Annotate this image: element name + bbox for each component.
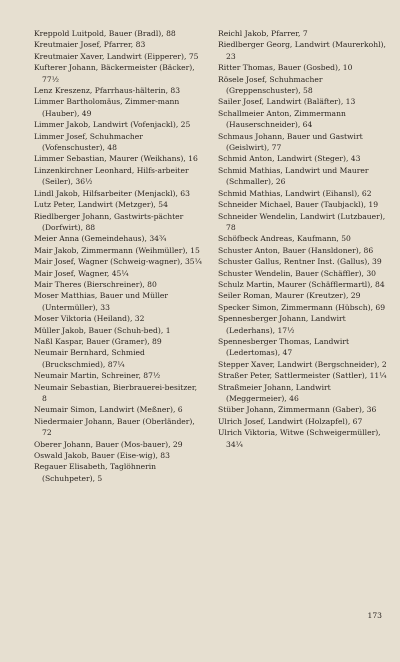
list-item: Schulz Martin, Maurer (Schäfflermartl), 84	[218, 279, 385, 289]
list-item: Limmer Josef, Schuhmacher (Vofenschuster), 48	[34, 131, 143, 153]
list-item: Kreutmaier Josef, Pfarrer, 83	[34, 40, 146, 50]
list-item: Spennesberger Johann, Landwirt (Lederhans), 17½	[218, 314, 346, 335]
list-item: Spennesberger Thomas, Landwirt (Ledertomas), 47	[218, 336, 350, 358]
list-item: Stepper Xaver, Landwirt (Bergschneider), 2	[218, 359, 387, 369]
list-item: Straßer Peter, Sattlermeister (Sattler), 11¼	[218, 371, 387, 381]
list-item: Oberer Johann, Bauer (Mos-bauer), 29	[34, 439, 183, 449]
list-item: Kreutmaier Xaver, Landwirt (Eipperer), 75	[34, 51, 199, 61]
list-item: Moser Viktoria (Heiland), 32	[34, 314, 145, 324]
list-item: Meier Anna (Gemeindehaus), 34¾	[34, 234, 167, 244]
list-item: Linzenkirchner Leonhard, Hilfs-arbeiter (Seiler), 36½	[34, 165, 189, 187]
list-item: Schmid Mathias, Landwirt und Maurer (Schmaller), 26	[218, 165, 369, 187]
list-item: Niedermaier Johann, Bauer (Oberländer), 72	[34, 416, 195, 438]
list-item: Stüber Johann, Zimmermann (Gaber), 36	[218, 405, 377, 415]
list-item: Moser Matthias, Bauer und Müller (Untermüller), 33	[34, 291, 168, 312]
list-item: Kreppold Luitpold, Bauer (Bradl), 88	[34, 29, 176, 38]
list-item: Mair Josef, Wagner (Schweig-wagner), 35¼	[34, 257, 202, 267]
list-item: Rösele Josef, Schuhmacher (Greppenschuster), 58	[218, 74, 323, 96]
list-item: Schmaus Johann, Bauer und Gastwirt (Geislwirt), 77	[218, 131, 363, 153]
list-item: Neumair Bernhard, Schmied (Bruckschmied), 87¼	[34, 348, 145, 369]
list-item: Riedlberger Georg, Landwirt (Maurerkohl), 23	[218, 40, 386, 61]
list-item: Neumair Sebastian, Bierbrauerei-besitzer, 8	[34, 382, 198, 403]
list-item: Schmid Mathias, Landwirt (Eihansl), 62	[218, 188, 372, 198]
list-item: Oswald Jakob, Bauer (Eise-wig), 83	[34, 451, 170, 461]
list-item: Lindl Jakob, Hilfsarbeiter (Menjackl), 63	[34, 188, 190, 198]
list-item: Schuster Anton, Bauer (Hansldoner), 86	[218, 245, 374, 255]
list-item: Schuster Gallus, Rentner Inst. (Gallus), 39	[218, 257, 382, 267]
list-item: Mair Theres (Bierschreiner), 80	[34, 279, 157, 289]
list-item: Schuster Wendelin, Bauer (Schäffler), 30	[218, 268, 376, 278]
list-item: Mair Josef, Wagner, 45¼	[34, 268, 129, 278]
page-number: 173	[367, 611, 382, 620]
list-item: Limmer Sebastian, Maurer (Weikhans), 16	[34, 154, 198, 164]
list-item: Sailer Josef, Landwirt (Baläfter), 13	[218, 97, 356, 107]
list-item: Seiler Roman, Maurer (Kreutzer), 29	[218, 291, 361, 301]
list-item: Müller Jakob, Bauer (Schuh-bed), 1	[34, 325, 171, 335]
list-item: Ulrich Josef, Landwirt (Holzapfel), 67	[218, 416, 363, 426]
list-item: Schneider Michael, Bauer (Taubjackl), 19	[218, 200, 379, 210]
list-item: Lutz Peter, Landwirt (Metzger), 54	[34, 200, 168, 210]
list-item: Schöfbeck Andreas, Kaufmann, 50	[218, 234, 351, 244]
right-column	[218, 28, 388, 484]
list-item: Naßl Kaspar, Bauer (Gramer), 89	[34, 336, 162, 346]
list-item: Neumair Simon, Landwirt (Meßner), 6	[34, 405, 183, 415]
list-item: Mair Jakob, Zimmermann (Weihmüller), 15	[34, 245, 200, 255]
list-item: Kufterer Johann, Bäckermeister (Bäcker), 77½	[34, 63, 195, 84]
list-item: Schneider Wendelin, Landwirt (Lutzbauer), 78	[218, 211, 386, 232]
list-item: Limmer Bartholomäus, Zimmer-mann (Hauber), 49	[34, 97, 180, 118]
list-item: Specker Simon, Zimmermann (Hübsch), 69	[218, 302, 386, 312]
list-item: Regauer Elisabeth, Taglöhnerin (Schuhpeter), 5	[34, 462, 157, 483]
list-item: Lenz Kreszenz, Pfarrhaus-hälterin, 83	[34, 86, 181, 96]
list-item: Ritter Thomas, Bauer (Gosbed), 10	[218, 63, 353, 73]
list-item: Neumair Martin, Schreiner, 87½	[34, 371, 161, 381]
list-item: Riedlberger Johann, Gastwirts-pächter (Dorfwirt), 88	[34, 211, 184, 232]
list-item: Reichl Jakob, Pfarrer, 7	[218, 29, 308, 38]
left-column	[34, 28, 204, 484]
list-item: Limmer Jakob, Landwirt (Vofenjackl), 25	[34, 120, 191, 130]
list-item: Straßmeier Johann, Landwirt (Meggermeier), 46	[218, 382, 331, 403]
list-item: Schallmeier Anton, Zimmermann (Hauserschneider), 64	[218, 108, 346, 130]
two-column-list	[34, 28, 390, 484]
list-item: Ulrich Viktoria, Witwe (Schweigermüller), 34¼	[218, 428, 381, 449]
list-item: Schmid Anton, Landwirt (Steger), 43	[218, 154, 361, 164]
